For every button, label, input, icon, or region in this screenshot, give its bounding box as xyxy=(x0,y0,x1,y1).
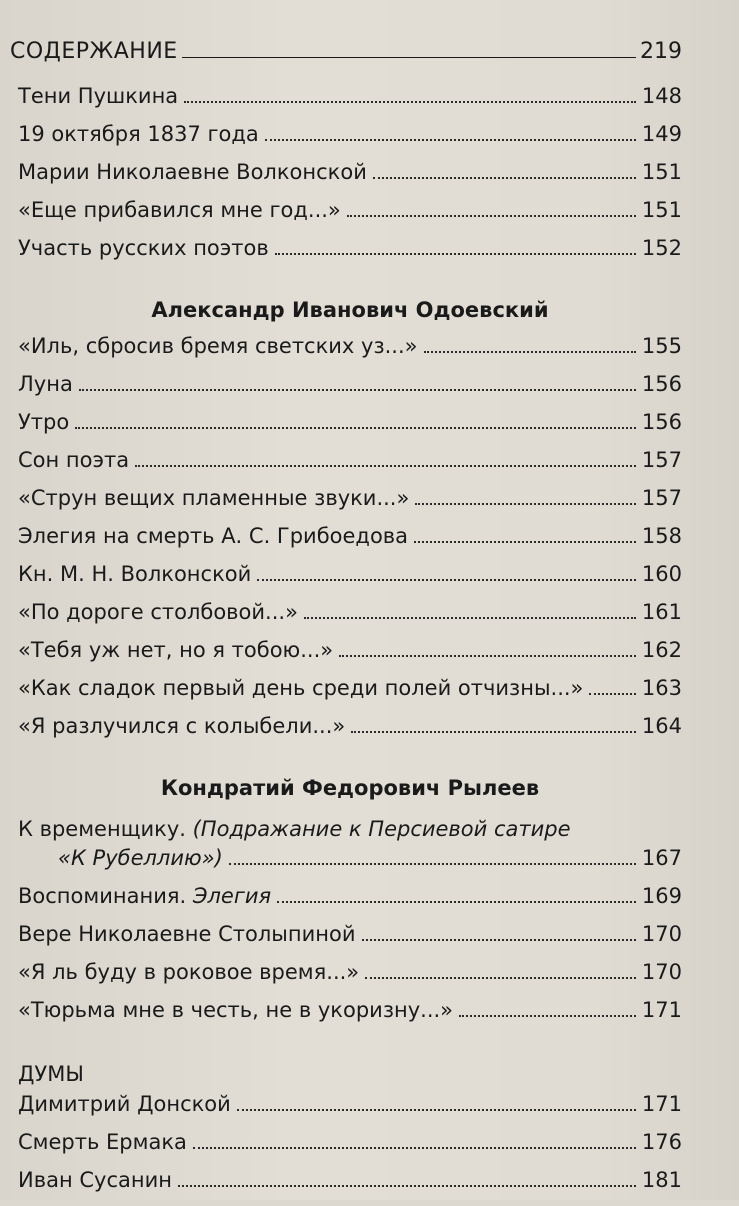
leader-dots xyxy=(79,388,636,391)
toc-page-number: 176 xyxy=(641,1130,682,1154)
toc-entry-note: Элегия xyxy=(192,884,272,908)
leader-dots xyxy=(424,350,636,353)
toc-entry xyxy=(18,236,682,274)
toc-entry-title: Иван Сусанин xyxy=(18,1168,172,1192)
leader-dots xyxy=(373,176,636,179)
toc-page-number: 156 xyxy=(641,372,682,396)
leader-dots xyxy=(277,900,636,903)
toc-page-number: 170 xyxy=(641,960,682,984)
leader-dots xyxy=(257,578,636,581)
toc-page-number: 158 xyxy=(641,524,682,548)
section-heading-dumy: ДУМЫ xyxy=(18,1062,84,1086)
running-header xyxy=(10,24,682,64)
toc-entry xyxy=(18,714,682,752)
toc-entry xyxy=(18,198,682,236)
toc-entry xyxy=(18,922,682,960)
toc-entry xyxy=(18,884,682,922)
leader-dots xyxy=(237,1108,636,1111)
toc-entry-title: «Тюрьма мне в честь, не в укоризну...» xyxy=(18,998,454,1022)
toc-entry-title: 19 октября 1837 года xyxy=(18,122,259,146)
toc-page-number: 152 xyxy=(641,236,682,260)
leader-dots xyxy=(193,1146,636,1149)
toc-page-number: 160 xyxy=(641,562,682,586)
toc-entry xyxy=(18,160,682,198)
toc-page-number: 167 xyxy=(641,846,682,870)
toc-page-number: 151 xyxy=(641,160,682,184)
toc-page-number: 170 xyxy=(641,922,682,946)
leader-dots xyxy=(339,654,636,657)
toc-page-number: 171 xyxy=(641,1092,682,1116)
leader-dots xyxy=(265,138,636,141)
leader-dots xyxy=(184,100,636,103)
toc-group-3 xyxy=(18,922,682,1036)
toc-entry-title: Вере Николаевне Столыпиной xyxy=(18,922,356,946)
toc-page-number: 169 xyxy=(641,884,682,908)
toc-entry-title: «Струн вещих пламенные звуки...» xyxy=(18,486,410,510)
leader-dots xyxy=(135,464,636,467)
toc-page-number: 156 xyxy=(641,410,682,434)
toc-entry-title: Сон поэта xyxy=(18,448,130,472)
toc-entry-multiline xyxy=(18,812,682,884)
leader-dots xyxy=(365,976,636,979)
leader-dots xyxy=(362,938,636,941)
toc-page-number: 149 xyxy=(641,122,682,146)
toc-entry-title: «Как сладок первый день среди полей отчизны...» xyxy=(18,676,584,700)
leader-dots xyxy=(414,540,636,543)
toc-entry-title: «По дороге столбовой...» xyxy=(18,600,298,624)
toc-page-number: 171 xyxy=(641,998,682,1022)
toc-page-number: 164 xyxy=(641,714,682,738)
toc-entry xyxy=(18,486,682,524)
toc-entry xyxy=(18,998,682,1036)
toc-entry xyxy=(18,1168,682,1206)
leader-dots xyxy=(415,502,636,505)
toc-entry-title: Кн. М. Н. Волконской xyxy=(18,562,252,586)
leader-dots xyxy=(75,426,636,429)
leader-dots xyxy=(589,692,636,695)
toc-entry xyxy=(18,84,682,122)
toc-group-4 xyxy=(18,1092,682,1206)
toc-entry xyxy=(18,448,682,486)
toc-page-number: 157 xyxy=(641,448,682,472)
toc-entry-title: «Тебя уж нет, но я тобою...» xyxy=(18,638,334,662)
toc-entry-title: Участь русских поэтов xyxy=(18,236,269,260)
author-heading-ryleev: Кондратий Федорович Рылеев xyxy=(160,776,540,800)
leader-dots xyxy=(178,1184,636,1187)
toc-entry-title: «Иль, сбросив бремя светских уз...» xyxy=(18,334,418,358)
toc-page-number: 163 xyxy=(641,676,682,700)
toc-entry-title: К временщику. xyxy=(18,817,186,841)
toc-entry-title: Элегия на смерть А. С. Грибоедова xyxy=(18,524,409,548)
toc-group-2 xyxy=(18,334,682,752)
toc-entry xyxy=(18,122,682,160)
toc-page-number: 155 xyxy=(641,334,682,358)
toc-page-number: 151 xyxy=(641,198,682,222)
header-rule xyxy=(182,57,636,58)
toc-entry-title: «Я ль буду в роковое время...» xyxy=(18,960,360,984)
toc-entry-note: (Подражание к Персиевой сатире xyxy=(192,817,571,841)
toc-entry-title: Воспоминания. xyxy=(18,884,187,908)
leader-dots xyxy=(351,730,636,733)
toc-entry xyxy=(18,676,682,714)
header-page-number: 219 xyxy=(640,39,682,64)
toc-entry xyxy=(18,562,682,600)
toc-entry xyxy=(18,1130,682,1168)
toc-page-number: 181 xyxy=(641,1168,682,1192)
toc-group-1 xyxy=(18,84,682,274)
leader-dots xyxy=(304,616,636,619)
toc-entry-title: Утро xyxy=(18,410,70,434)
toc-entry xyxy=(18,638,682,676)
toc-entry-note-continued: «К Рубеллию») xyxy=(58,846,223,870)
toc-entry xyxy=(18,600,682,638)
toc-page-number: 161 xyxy=(641,600,682,624)
toc-entry-title: Димитрий Донской xyxy=(18,1092,231,1116)
leader-dots xyxy=(229,862,636,865)
toc-page-number: 162 xyxy=(641,638,682,662)
table-of-contents xyxy=(18,84,682,1206)
toc-entry xyxy=(18,960,682,998)
toc-entry xyxy=(18,524,682,562)
toc-entry xyxy=(18,372,682,410)
header-title: СОДЕРЖАНИЕ xyxy=(10,39,178,64)
toc-entry xyxy=(18,334,682,372)
toc-entry-title: «Еще прибавился мне год...» xyxy=(18,198,341,222)
toc-entry-title: Луна xyxy=(18,372,73,396)
toc-entry xyxy=(18,410,682,448)
leader-dots xyxy=(459,1014,636,1017)
toc-entry-title: Тени Пушкина xyxy=(18,84,179,108)
leader-dots xyxy=(347,214,636,217)
toc-page-number: 148 xyxy=(641,84,682,108)
toc-entry-title: Смерть Ермака xyxy=(18,1130,187,1154)
leader-dots xyxy=(275,252,636,255)
author-heading-odoevsky: Александр Иванович Одоевский xyxy=(151,298,549,322)
toc-page-number: 157 xyxy=(641,486,682,510)
toc-entry-title: Марии Николаевне Волконской xyxy=(18,160,367,184)
toc-entry xyxy=(18,1092,682,1130)
toc-entry-title: «Я разлучился с колыбели...» xyxy=(18,714,346,738)
